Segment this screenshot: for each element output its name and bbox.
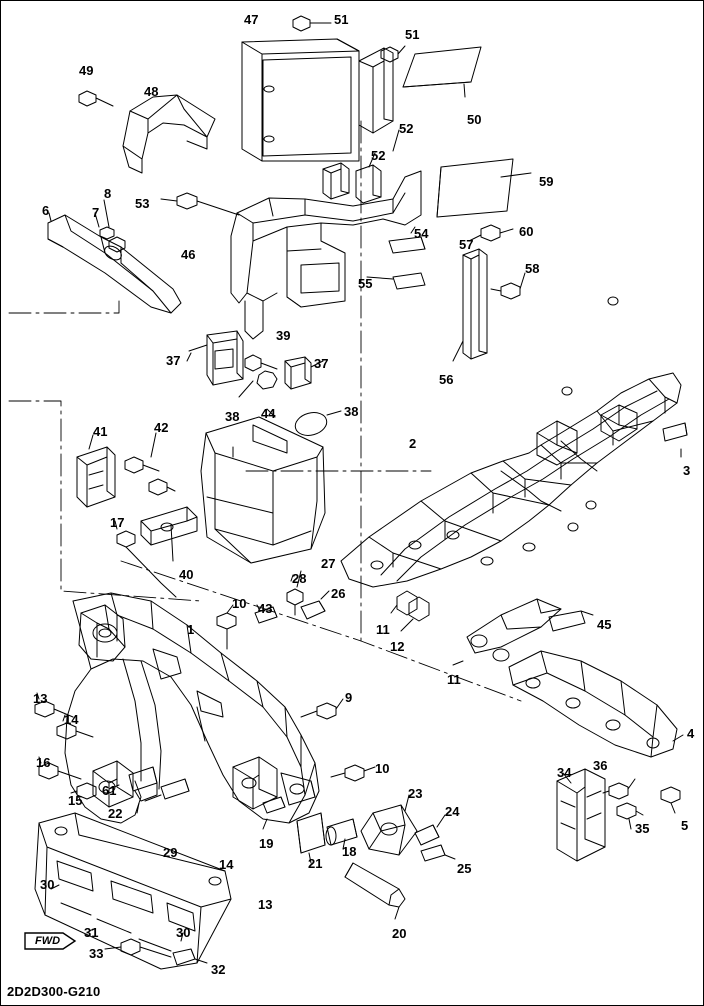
- callout-11: 11: [376, 622, 390, 637]
- callout-2: 2: [409, 436, 417, 451]
- callout-56: 56: [439, 372, 454, 387]
- callout-51b: 51: [405, 27, 420, 42]
- callout-50: 50: [467, 112, 482, 127]
- callout-13: 13: [33, 691, 48, 706]
- callout-49: 49: [79, 63, 94, 78]
- callout-58: 58: [525, 261, 540, 276]
- callout-51: 51: [334, 12, 349, 27]
- callout-53: 53: [135, 196, 150, 211]
- callout-15: 15: [68, 793, 83, 808]
- callout-28: 28: [292, 571, 307, 586]
- callout-44: 44: [261, 406, 276, 421]
- callout-14b: 14: [219, 857, 234, 872]
- callout-52: 52: [399, 121, 414, 136]
- callout-8: 8: [104, 186, 112, 201]
- callout-7: 7: [92, 205, 100, 220]
- callout-61: 61: [102, 783, 117, 798]
- callout-25: 25: [457, 861, 472, 876]
- callout-57: 57: [459, 237, 474, 252]
- callout-42: 42: [154, 420, 169, 435]
- callout-16: 16: [36, 755, 51, 770]
- callout-4: 4: [687, 726, 695, 741]
- callout-31: 31: [84, 925, 99, 940]
- callout-6: 6: [42, 203, 50, 218]
- callout-19: 19: [259, 836, 274, 851]
- callout-24: 24: [445, 804, 460, 819]
- callout-12: 12: [390, 639, 405, 654]
- callout-3: 3: [683, 463, 691, 478]
- callout-34: 34: [557, 765, 572, 780]
- callout-46: 46: [181, 247, 196, 262]
- callout-38b: 38: [344, 404, 359, 419]
- callout-59: 59: [539, 174, 554, 189]
- callout-23: 23: [408, 786, 423, 801]
- callout-22: 22: [108, 806, 123, 821]
- callout-36: 36: [593, 758, 608, 773]
- callout-47: 47: [244, 12, 259, 27]
- callout-45: 45: [597, 617, 612, 632]
- callout-32: 32: [211, 962, 226, 977]
- callout-41: 41: [93, 424, 108, 439]
- callout-9: 9: [345, 690, 353, 705]
- callout-14: 14: [64, 712, 79, 727]
- part-code-label: 2D2D300-G210: [7, 984, 101, 999]
- fwd-label: FWD: [35, 935, 61, 947]
- callout-21: 21: [308, 856, 323, 871]
- callout-54: 54: [414, 226, 429, 241]
- callout-37b: 37: [314, 356, 329, 371]
- callout-37: 37: [166, 353, 181, 368]
- callout-52b: 52: [371, 148, 386, 163]
- callout-26: 26: [331, 586, 346, 601]
- callout-39: 39: [276, 328, 291, 343]
- callout-5: 5: [681, 818, 689, 833]
- callout-29: 29: [163, 845, 178, 860]
- callout-13b: 13: [258, 897, 273, 912]
- callout-38: 38: [225, 409, 240, 424]
- callout-27: 27: [321, 556, 336, 571]
- callout-17: 17: [110, 515, 125, 530]
- callout-33: 33: [89, 946, 104, 961]
- callout-10b: 10: [375, 761, 390, 776]
- callout-18: 18: [342, 844, 357, 859]
- callout-10: 10: [232, 596, 247, 611]
- callout-30b: 30: [176, 925, 191, 940]
- callout-1: 1: [187, 622, 195, 637]
- callout-40: 40: [179, 567, 194, 582]
- callout-43: 43: [258, 601, 273, 616]
- callout-48: 48: [144, 84, 159, 99]
- callout-11b: 11: [447, 672, 461, 687]
- callout-60: 60: [519, 224, 534, 239]
- callout-35: 35: [635, 821, 650, 836]
- callout-30: 30: [40, 877, 55, 892]
- callout-20: 20: [392, 926, 407, 941]
- callout-55: 55: [358, 276, 373, 291]
